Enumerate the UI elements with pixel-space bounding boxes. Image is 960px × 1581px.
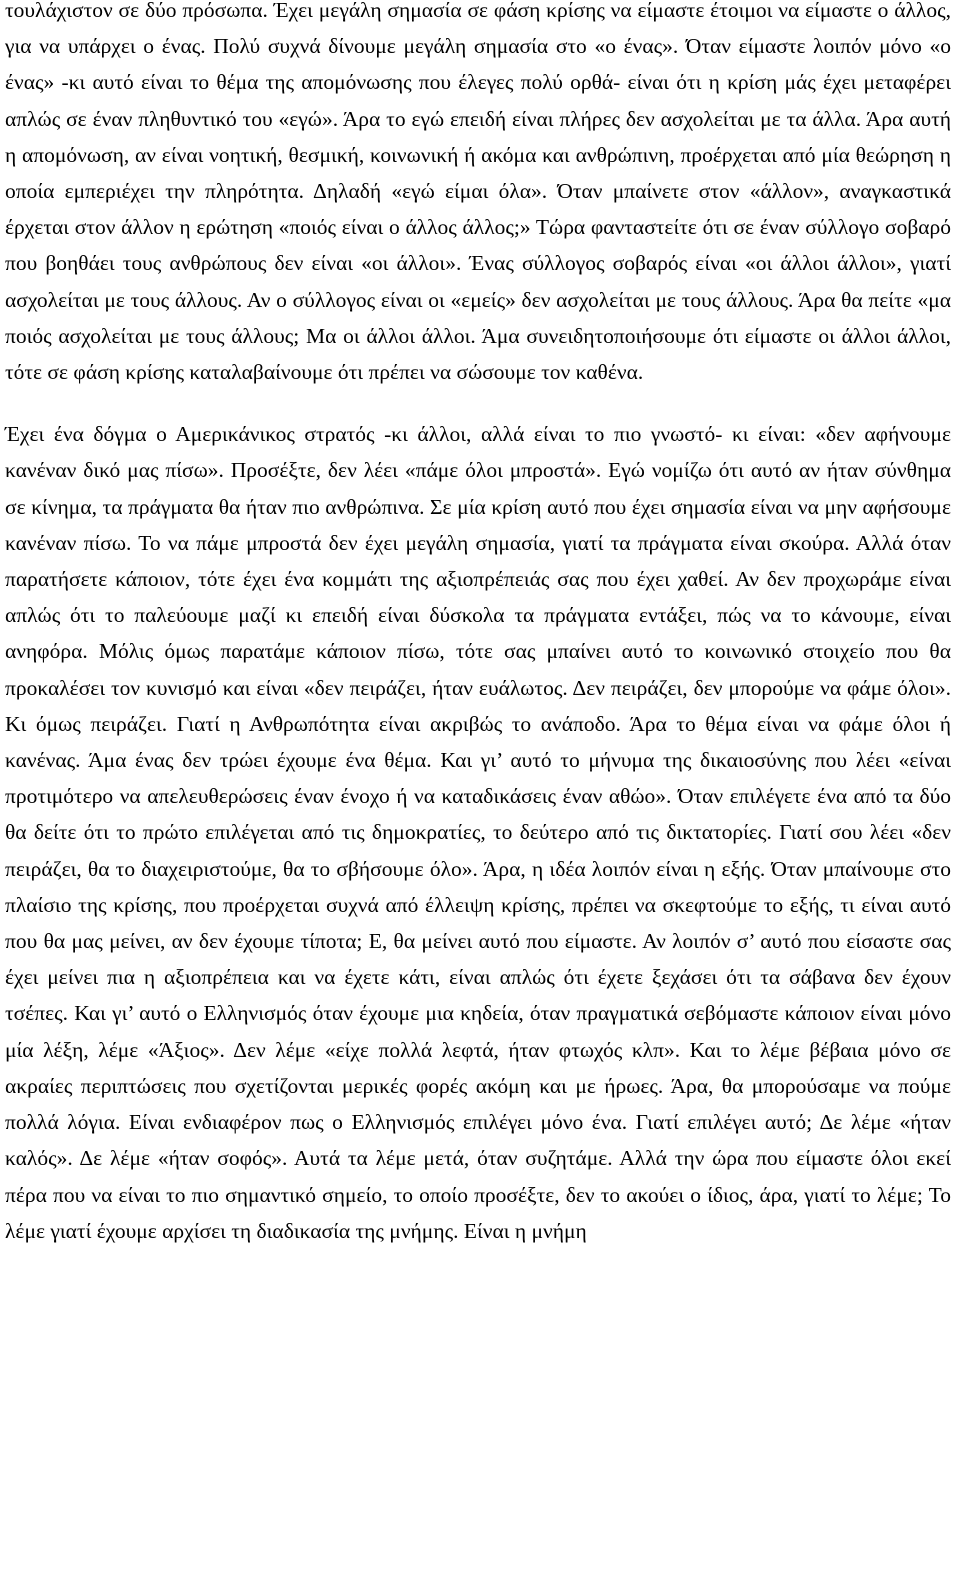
paragraph: τουλάχιστον σε δύο πρόσωπα. Έχει μεγάλη σημασία σε φάση κρίσης να είμαστε έτοιμοι να είμαστε ο άλλος, για να υπάρχει ο ένας. Πολύ συχνά δίνουμε μεγάλη σημασία στο «ο ένας». Όταν είμαστε λοιπόν μόνο «ο ένας» -κι αυτό είναι το θέμα της απομόνωσης που έλεγες πολύ ορθά- είναι ότι η κρίση μάς έχει μεταφέρει απλώς σε έναν πληθυντικό του «εγώ». Άρα το εγώ επειδή είναι πλήρες δεν ασχολείται με τα άλλα. Άρα αυτή η απομόνωση, αν είναι νοητική, θεσμική, κοινωνική ή ακόμα και ανθρώπινη, προέρχεται από μία θεώρηση η οποία εμπεριέχει την πληρότητα. Δηλαδή «εγώ είμαι όλα». Όταν μπαίνετε στον «άλλον», αναγκαστικά έρχεται στον άλλον η ερώτηση «ποιός είναι ο άλλος άλλος;» Τώρα φανταστείτε ότι σε έναν σύλλογο σοβαρό που βοηθάει τους ανθρώπους δεν είναι «οι άλλοι». Ένας σύλλογος σοβαρός είναι «οι άλλοι άλλοι», γιατί ασχολείται με τους άλλους. Αν ο σύλλογος είναι οι «εμείς» δεν ασχολείται με τους άλλους. Άρα θα πείτε «μα ποιός ασχολείται με τους άλλους; Μα οι άλλοι άλλοι. Άμα συνειδητοποιήσουμε ότι είμαστε οι άλλοι άλλοι, τότε σε φάση κρίσης καταλαβαίνουμε ότι πρέπει να σώσουμε τον καθένα. (5, 0, 951, 385)
paragraph: Έχει ένα δόγμα ο Αμερικάνικος στρατός -κι άλλοι, αλλά είναι το πιο γνωστό- κι είναι: «δεν αφήνουμε κανέναν δικό μας πίσω». Προσέξτε, δεν λέει «πάμε όλοι μπροστά». Εγώ νομίζω ότι αυτό αν ήταν σύνθημα σε κίνημα, τα πράγματα θα ήταν πιο ανθρώπινα. Σε μία κρίση αυτό που έχει σημασία είναι να μην αφήσουμε κανέναν πίσω. Το να πάμε μπροστά δεν έχει μεγάλη σημασία, γιατί τα πράγματα είναι σκούρα. Αλλά όταν παρατήσετε κάποιον, τότε έχει ένα κομμάτι της αξιοπρέπειάς σας που έχει χαθεί. Αν δεν προχωράμε είναι απλώς ότι το παλεύουμε μαζί κι επειδή είναι δύσκολα τα πράγματα εντάξει, πώς να το κάνουμε, είναι ανηφόρα. Μόλις όμως παρατάμε κάποιον πίσω, τότε σας μπαίνει αυτό το κοινωνικό στοιχείο που θα προκαλέσει τον κυνισμό και είναι «δεν πειράζει, ήταν ευάλωτος. Δεν πειράζει, δεν μπορούμε να φάμε όλοι». Κι όμως πειράζει. Γιατί η Ανθρωπότητα είναι ακριβώς το ανάποδο. Άρα το θέμα είναι να φάμε όλοι ή κανένας. Άμα ένας δεν τρώει έχουμε ένα θέμα. Και γι’ αυτό το μήνυμα της δικαιοσύνης που λέει «είναι προτιμότερο να απελευθερώσεις έναν ένοχο ή να καταδικάσεις έναν αθώο». Όταν επιλέγετε ένα από τα δύο θα δείτε ότι το πρώτο επιλέγεται από τις δημοκρατίες, το δεύτερο από τις δικτατορίες. Γιατί σου λέει «δεν πειράζει, θα το διαχειριστούμε, θα το σβήσουμε όλο». Άρα, η ιδέα λοιπόν είναι η εξής. Όταν μπαίνουμε στο πλαίσιο της κρίσης, που προέρχεται συχνά από έλλειψη κρίσης, πρέπει να σκεφτούμε το εξής, τι είναι αυτό που θα μας μείνει, αν δεν έχουμε τίποτα; Ε, θα μείνει αυτό που είμαστε. Αν λοιπόν σ’ αυτό που είσαστε σας έχει μείνει πια η αξιοπρέπεια και να έχετε κάτι, είναι απλώς ότι έχετε ξεχάσει ότι τα σάβανα δεν έχουν τσέπες. Και γι’ αυτό ο Ελληνισμός όταν έχουμε μια κηδεία, όταν πραγματικά σεβόμαστε κάποιον είναι μόνο μία λέξη, λέμε «Άξιος». Δεν λέμε «είχε πολλά λεφτά, ήταν φτωχός κλπ». Και το λέμε βέβαια μόνο σε ακραίες περιπτώσεις που σχετίζονται μερικές φορές ακόμη και με ήρωες. Άρα, θα μπορούσαμε να πούμε πολλά λόγια. Είναι ενδιαφέρον πως ο Ελληνισμός επιλέγει μόνο ένα. Γιατί επιλέγει αυτό; Δε λέμε «ήταν καλός». Δε λέμε «ήταν σοφός». Αυτά τα λέμε μετά, όταν συζητάμε. Αλλά την ώρα που είμαστε όλοι εκεί πέρα που να είναι το πιο σημαντικό σημείο, το οποίο προσέξτε, δεν το ακούει ο ίδιος, άρα, γιατί το λέμε; Το λέμε γιατί έχουμε αρχίσει τη διαδικασία της μνήμης. Είναι η μνήμη (5, 422, 951, 1243)
